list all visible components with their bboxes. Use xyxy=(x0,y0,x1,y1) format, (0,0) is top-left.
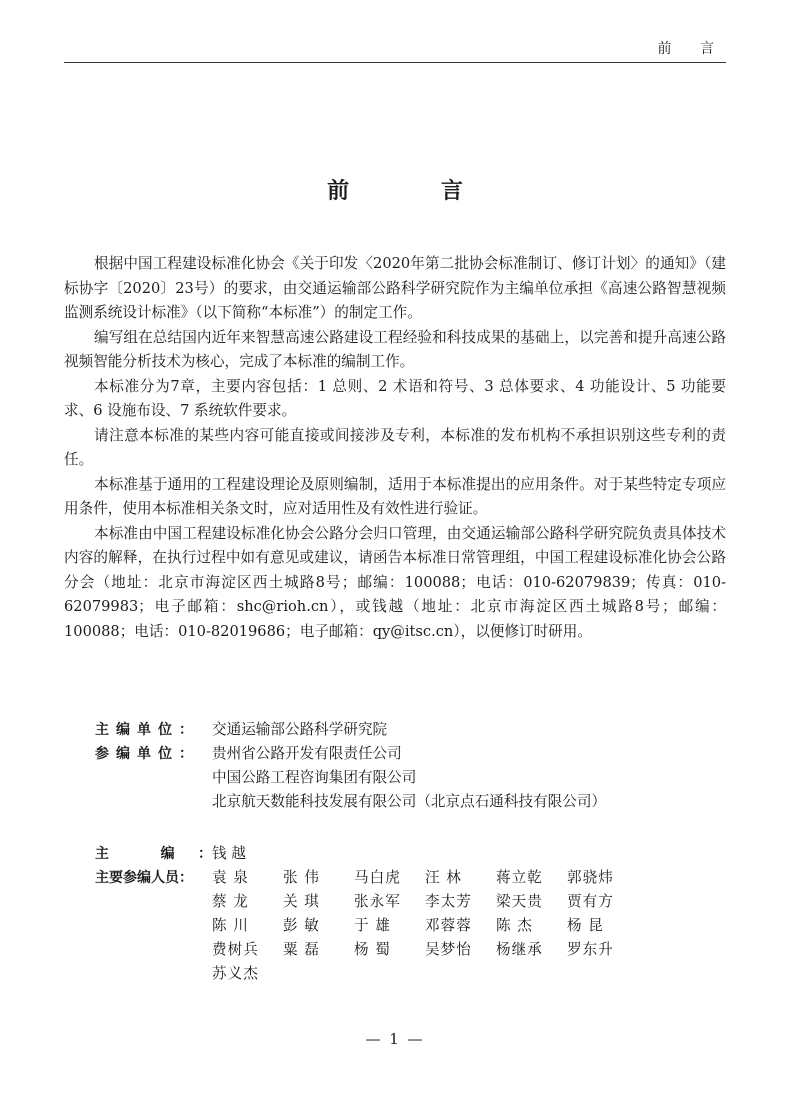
participating-unit: 中国公路工程咨询集团有限公司 xyxy=(212,769,417,786)
chief-unit: 交通运输部公路科学研究院 xyxy=(212,721,388,738)
participant-name: 汪 林 xyxy=(425,869,462,886)
participating-units-label: 参编单位： xyxy=(95,746,200,762)
participant-name: 关 琪 xyxy=(283,893,320,910)
participant-name: 吴梦怡 xyxy=(425,941,472,958)
participants-list xyxy=(212,866,725,986)
paragraph: 根据中国工程建设标准化协会《关于印发〈2020年第二批协会标准制订、修订计划〉的通知》（建标协字〔2020〕23号）的要求，由交通运输部公路科学研究院作为主编单位承担《高速公路智慧视频监测系统设计标准》（以下简称“本标准”）的制定工作。 xyxy=(64,255,726,321)
page-title: 前 言 xyxy=(327,178,505,204)
chief-editor-row xyxy=(95,842,725,866)
participant-name: 郭骁炜 xyxy=(567,869,614,886)
running-header xyxy=(64,38,726,63)
page-number: — 1 — xyxy=(365,1030,425,1048)
participant-name: 贾有方 xyxy=(567,893,614,910)
paragraph: 编写组在总结国内近年来智慧高速公路建设工程经验和科技成果的基础上，以完善和提升高速公路视频智能分析技术为核心，完成了本标准的编制工作。 xyxy=(64,328,726,370)
chief-unit-row xyxy=(95,718,725,742)
preface-body xyxy=(64,252,726,644)
participant-name: 费树兵 xyxy=(212,941,259,958)
participant-name: 李太芳 xyxy=(425,893,472,910)
editorial-info xyxy=(95,718,725,986)
running-title: 前 言 xyxy=(657,41,726,57)
participant-name: 杨 蜀 xyxy=(354,941,391,958)
participant-name: 张永军 xyxy=(354,893,401,910)
paragraph: 请注意本标准的某些内容可能直接或间接涉及专利，本标准的发布机构不承担识别这些专利的责任。 xyxy=(64,426,726,468)
chief-editor-label: 主 编： xyxy=(95,846,212,862)
participant-name: 陈 川 xyxy=(212,917,249,934)
participant-name: 梁天贵 xyxy=(496,893,543,910)
participant-name: 邓蓉蓉 xyxy=(425,917,472,934)
participant-name: 于 雄 xyxy=(354,917,391,934)
participants-row xyxy=(95,866,725,986)
paragraph: 本标准分为7章，主要内容包括：1 总则、2 术语和符号、3 总体要求、4 功能设计、5 功能要求、6 设施布设、7 系统软件要求。 xyxy=(64,377,726,419)
participant-name: 袁 泉 xyxy=(212,869,249,886)
chief-unit-label: 主编单位： xyxy=(95,722,200,738)
participant-name: 罗东升 xyxy=(567,941,614,958)
participant-name: 张 伟 xyxy=(283,869,320,886)
participating-unit: 贵州省公路开发有限责任公司 xyxy=(212,745,402,762)
participant-name: 陈 杰 xyxy=(496,917,533,934)
participant-name: 蒋立乾 xyxy=(496,869,543,886)
participant-name: 马白虎 xyxy=(354,869,401,886)
participant-name: 蔡 龙 xyxy=(212,893,249,910)
paragraph: 本标准基于通用的工程建设理论及原则编制，适用于本标准提出的应用条件。对于某些特定专项应用条件，使用本标准相关条文时，应对适用性及有效性进行验证。 xyxy=(64,475,726,517)
participating-unit: 北京航天数能科技发展有限公司（北京点石通科技有限公司） xyxy=(212,793,607,810)
participant-name: 杨 昆 xyxy=(567,917,604,934)
participant-name: 彭 敏 xyxy=(283,917,320,934)
participating-units-row xyxy=(95,742,725,814)
chief-editor: 钱 越 xyxy=(212,845,246,862)
participant-name: 苏义杰 xyxy=(212,965,259,982)
participant-name: 杨继承 xyxy=(496,941,543,958)
participants-label: 主要参编人员： xyxy=(95,870,193,886)
participant-name: 粟 磊 xyxy=(283,941,320,958)
paragraph: 本标准由中国工程建设标准化协会公路分会归口管理，由交通运输部公路科学研究院负责具体技术内容的解释，在执行过程中如有意见或建议，请函告本标准日常管理组，中国工程建设标准化协会公路分会（地址：北京市海淀区西土城路8号；邮编：100088；电话：010-62079839；传真：010-62079983；电子邮箱：shc@rioh.cn），或钱越（地址：北京市海淀区西土城路8号；邮编：100088；电话：010-82019686；电子邮箱：qy@itsc.cn），以便修订时研用。 xyxy=(64,524,726,640)
